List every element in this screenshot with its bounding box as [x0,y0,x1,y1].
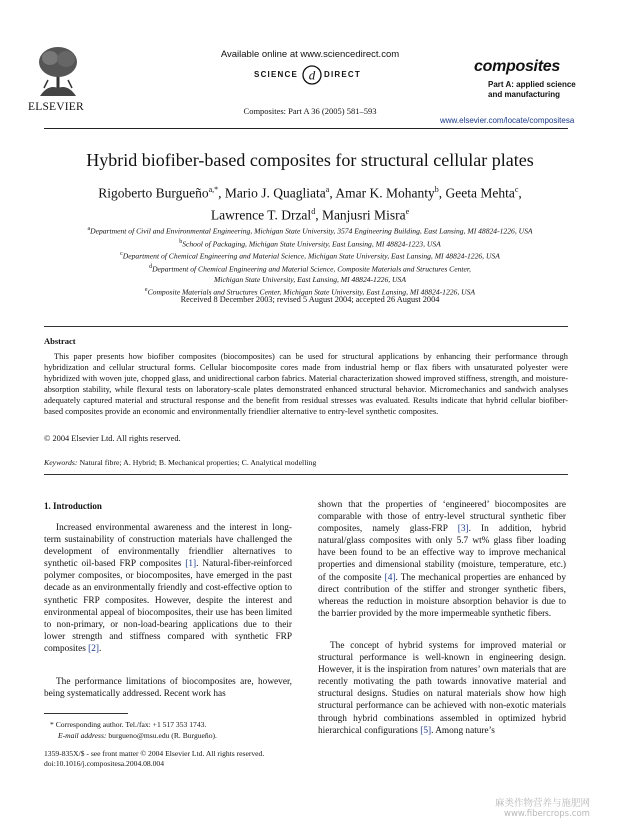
affiliation-mark: a [87,226,91,232]
citation-link[interactable]: [2] [88,643,99,654]
keywords-list: Natural fibre; A. Hybrid; B. Mechanical properties; C. Analytical modelling [79,458,317,467]
author-list [40,181,580,224]
affiliation-text: Department of Civil and Environmental Engineering, Michigan State University, 3574 Engineering Building, East Lansing, MI 48824-1226, USA [90,226,533,236]
author-name: Amar K. Mohanty [335,185,435,201]
affiliation-line [40,275,580,285]
author-line-1: Rigoberto Burgueño$^{a,*}$, Mario J. Quagliata$^a$, Amar K. Mohanty$^b$, Geeta Mehta$^c$, [98,185,522,201]
email-address: burgueno@msu.edu (R. Burgueño). [106,731,217,740]
watermark-url: www.fibercrops.com [504,809,590,819]
author-name: Manjusri Misra [321,207,406,222]
journal-brand-sub2: and manufacturing [488,90,561,99]
abstract-bottom-rule [44,474,568,475]
issn-line: 1359-835X/$ - see front matter © 2004 Elsevier Ltd. All rights reserved. [44,749,265,758]
footnote-rule [44,713,128,714]
citation-link[interactable]: [4] [384,572,396,583]
affiliation-mark: b [179,238,183,245]
author-affiliation-mark: a,* [208,185,219,194]
journal-brand-sub1: Part A: applied science [488,80,576,89]
affiliation-text: Michigan State University, East Lansing, MI 48824-1226, USA [214,274,406,284]
email-footnote [58,731,217,740]
abstract-heading: Abstract [44,336,76,346]
affiliation-text: Composite Materials and Structures Center, Michigan State University, East Lansing, MI 48824-1226, USA [147,287,476,297]
at-d-mark-icon [302,64,322,86]
author-name: Lawrence T. Drzal [210,207,312,222]
author-affiliation-mark: c [514,185,519,194]
abstract-copyright: © 2004 Elsevier Ltd. All rights reserved. [44,434,181,443]
email-label: E-mail address: [58,731,107,740]
keywords [44,458,316,467]
available-online: Available online at www.sciencedirect.com [220,49,400,60]
abstract-text: This paper presents how biofiber composites (biocomposites) can be used for structural applications by enhancing their performance through hybridization and cellular structural forms. Cellular biocomposite cores made from industrial hemp or flax fibers with unsaturated polyester were hybridized with woven jute, chopped glass, and unidirectional carbon fabrics. Material characterization showed improved stiffness, strength, and moisture-absorption stability, while flexural tests on laboratory-scale plates demonstrated enhanced structural behavior. Micromechanics and sandwich analyses adequately captured material and structural response and the benefit from residual stresses was evaluated. Results indicate that hybrid cellular biofiber-based composites provide an economic and environmentally friendlier alternative to entry-level synthetic composites. [44,352,568,417]
affiliations [40,224,580,298]
affiliation-text: Department of Chemical Engineering and Material Science, Michigan State University, East Lansing, MI 48824-1226, USA [122,252,500,261]
corresponding-author: * Corresponding author. Tel./fax: +1 517 353 1743. [50,720,207,729]
doi-line: doi:10.1016/j.compositesa.2004.08.004 [44,759,165,768]
abstract-top-rule [44,326,568,327]
citation-link[interactable]: [5] [420,725,432,736]
author-affiliation-mark: a [325,185,330,194]
affiliation-line [40,249,580,262]
article-title: Hybrid biofiber-based composites for structural cellular plates [86,150,534,170]
affiliation-line [40,224,580,237]
received-dates: Received 8 December 2003; revised 5 August 2004; accepted 26 August 2004 [180,295,440,304]
sciencedirect-right: DIRECT [324,70,361,79]
affiliation-mark: d [149,264,153,271]
author-affiliation-mark: e [405,206,410,216]
affiliation-mark: c [120,251,123,258]
sciencedirect-left: SCIENCE [254,70,298,79]
affiliation-line [40,262,580,275]
svg-text:d: d [308,67,316,83]
author-line-2: Lawrence T. Drzal$^d$, Manjusri Misra$^e$ [210,206,410,222]
section-heading: 1. Introduction [44,501,102,511]
sciencedirect-logo [220,64,410,86]
affiliation-text: School of Packaging, Michigan State University, East Lansing, MI 48824-1223, USA [182,239,441,249]
author-name: Geeta Mehta [445,185,515,201]
watermark-text: 麻类作物营养与施肥网 [495,798,591,809]
citation-link[interactable]: [3] [457,524,469,535]
affiliation-line [40,237,580,250]
affiliation-text: Department of Chemical Engineering and Material Science, Composite Materials and Structures Center, [152,264,471,274]
left-paragraph-1: Increased environmental awareness and the interest in long-term sustainability of construction materials have challenged the development of environmentally friendlier alternatives to synthetic oil-based FRP composites [1]. Natural-fiber-reinforced polymer composites, or biocomposites, have emerged in the past decade as an environmentally friendly and cost-effective option to synthetic FRP composites. However, despite the interest and environmental appeal of biocomposites, their use has been limited to non-primary, or non-load-bearing applications due to their lower strength and stiffness compared with synthetic FRP composites [2]. [44,523,292,654]
author-affiliation-mark: d [311,206,316,216]
citation-link[interactable]: [1] [185,559,197,570]
author-name: Rigoberto Burgueño [98,185,209,201]
affiliation-mark: e [144,287,148,294]
publisher-name: ELSEVIER [28,101,84,113]
journal-reference: Composites: Part A 36 (2005) 581–593 [243,106,377,116]
journal-brand: composites [474,58,560,75]
left-paragraph-2: The performance limitations of biocomposites are, however, being systematically addressed. Recent work has [44,677,292,700]
author-affiliation-mark: b [434,185,439,194]
author-name: Mario J. Quagliata [224,185,326,201]
header-rule [44,128,568,129]
right-paragraph-2: The concept of hybrid systems for improved material or structural performance is well-known in engineering design. However, it is the inspiration from natures’ own materials that are recently motivating the path towards innovative material and structural designs. Studies on natural materials show how high structural performance can be achieved with non-exotic materials through hybrid combinations assembled in optimized hybrid hierarchical configurations [5]. Among nature’s [318,641,566,736]
elsevier-tree-logo [36,44,80,98]
journal-site-link[interactable]: www.elsevier.com/locate/compositesa [440,116,575,125]
right-paragraph-1: shown that the properties of ‘engineered’ biocomposites are comparable with those of entry-level structural synthetic fiber composites, namely glass-FRP [3]. In addition, hybrid natural/glass composites with only 5.7 wt% glass fiber loading have been found to be an effective way to improve mechanical properties and dimensional stability (moisture, temperature, etc.) of the composite [4]. The mechanical properties are enhanced by direct contribution of the stiffer and stronger synthetic fibers, whereas the reduction in moisture absorption behavior is due to the barrier provided by the more impermeable synthetic fibers. [318,500,566,619]
keywords-label: Keywords: [44,458,78,467]
